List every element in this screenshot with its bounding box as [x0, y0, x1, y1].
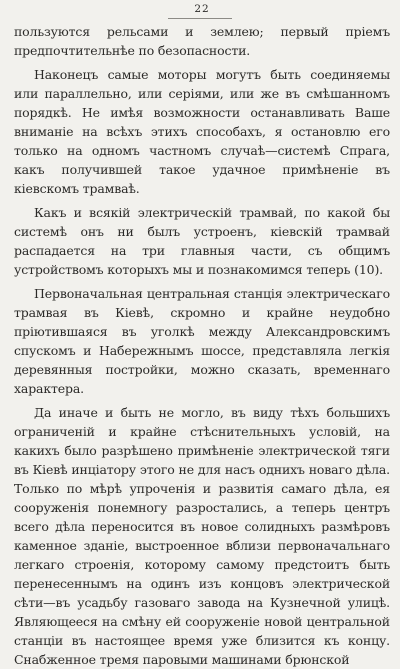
paragraph-5: Да иначе и быть не могло, въ виду тѣхъ большихъ ограниченій и крайне стѣснительныхъ условій, на какихъ было разрѣшено примѣненіе электрической тяги въ Кіевѣ инціатору этого не для насъ однихъ новаго дѣла. Только по мѣрѣ упроченія и развитія самаго дѣла, ея сооруженія понемногу разростались, а теперь центръ всего дѣла переносится въ новое солидныхъ размѣровъ каменное зданіе, выстроенное вблизи первоначальнаго легкаго строенія, которому самому предстоитъ быть перенесеннымъ на одинъ изъ концовъ электрической сѣти—въ усадьбу газоваго завода на Кузнечной улицѣ. Являющееся на смѣну ей сооруженіе новой центральной станціи въ настоящее время уже близится къ концу. Снабженное тремя паровыми машинами брюнской — [14, 405, 390, 667]
page-number-rule — [168, 18, 232, 19]
page-number: 22 — [194, 3, 210, 15]
body-text — [14, 22, 390, 669]
paragraph-3: Какъ и всякій электрическій трамвай, по какой бы системѣ онъ ни былъ устроенъ, кіевскій трамвай распадается на три главныя части, съ общимъ устройствомъ которыхъ мы и познакомимся теперь (10). — [14, 205, 390, 277]
paragraph-1: пользуются рельсами и землею; первый пріемъ предпочтительнѣе по безопасности. — [14, 24, 390, 58]
paragraph-2: Наконецъ самые моторы могутъ быть соединяемы или параллельно, или сеpіями, или же въ смѣшанномъ порядкѣ. Не имѣя возможности останавливать Ваше вниманіе на всѣхъ этихъ способахъ, я остановлю его только на одномъ частномъ случаѣ—системѣ Спрага, какъ получившей такое удачное примѣненіе въ кіевскомъ трамваѣ. — [14, 67, 390, 196]
paragraph-4: Первоначальная центральная станція электрическаго трамвая въ Кіевѣ, скромно и крайне неудобно пріютившаяся въ уголкѣ между Александровскимъ спускомъ и Набережнымъ шоссе, представляла легкія деревянныя постройки, можно сказать, временнаго характера. — [14, 286, 390, 396]
